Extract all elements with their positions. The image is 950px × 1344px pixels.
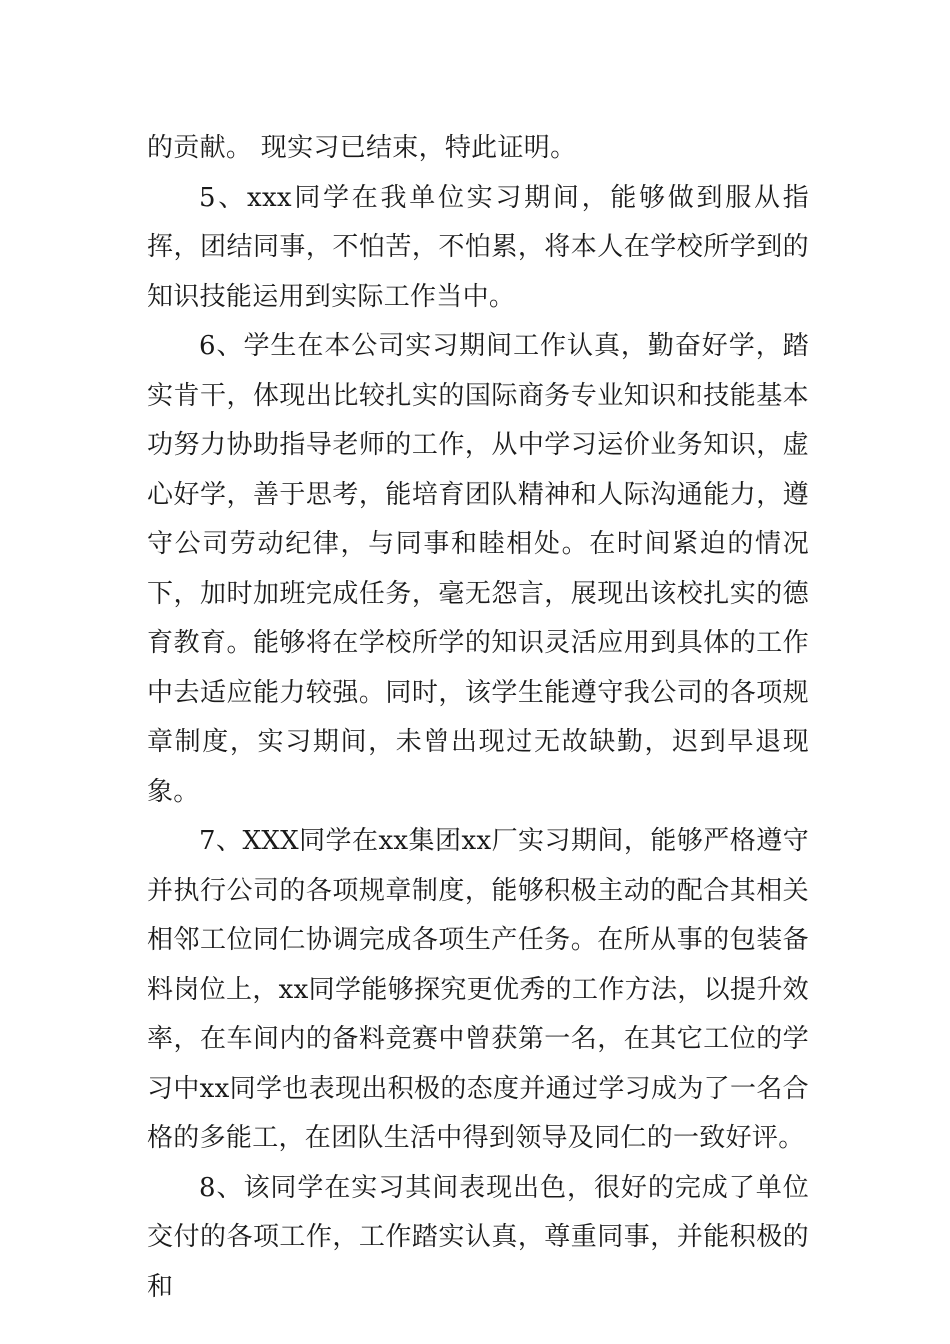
paragraph-8: 8、该同学在实习其间表现出色，很好的完成了单位交付的各项工作，工作踏实认真，尊重同事，并能积极的和 [147, 1172, 809, 1302]
document-body [147, 124, 809, 1312]
paragraph-6: 6、学生在本公司实习期间工作认真，勤奋好学，踏实肯干，体现出比较扎实的国际商务专业知识和技能基本功努力协助指导老师的工作，从中学习运价业务知识，虚心好学，善于思考，能培育团队精神和人际沟通能力，遵守公司劳动纪律，与同事和睦相处。在时间紧迫的情况下，加时加班完成任务，毫无怨言，展现出该校扎实的德育教育。能够将在学校所学的知识灵活应用到具体的工作中去适应能力较强。同时，该学生能遵守我公司的各项规章制度，实习期间，未曾出现过无故缺勤，迟到早退现象。 [147, 331, 809, 807]
paragraph-7: 7、XXX同学在xx集团xx厂实习期间，能够严格遵守并执行公司的各项规章制度，能够积极主动的配合其相关相邻工位同仁协调完成各项生产任务。在所从事的包装备料岗位上，xx同学能够探究更优秀的工作方法，以提升效率，在车间内的备料竞赛中曾获第一名，在其它工位的学习中xx同学也表现出积极的态度并通过学习成为了一名合格的多能工，在团队生活中得到领导及同仁的一致好评。 [147, 826, 809, 1153]
paragraph-5: 5、xxx同学在我单位实习期间，能够做到服从指挥，团结同事，不怕苦，不怕累，将本人在学校所学到的知识技能运用到实际工作当中。 [147, 182, 809, 312]
paragraph-closing: 的贡献。 现实习已结束，特此证明。 [147, 133, 577, 163]
